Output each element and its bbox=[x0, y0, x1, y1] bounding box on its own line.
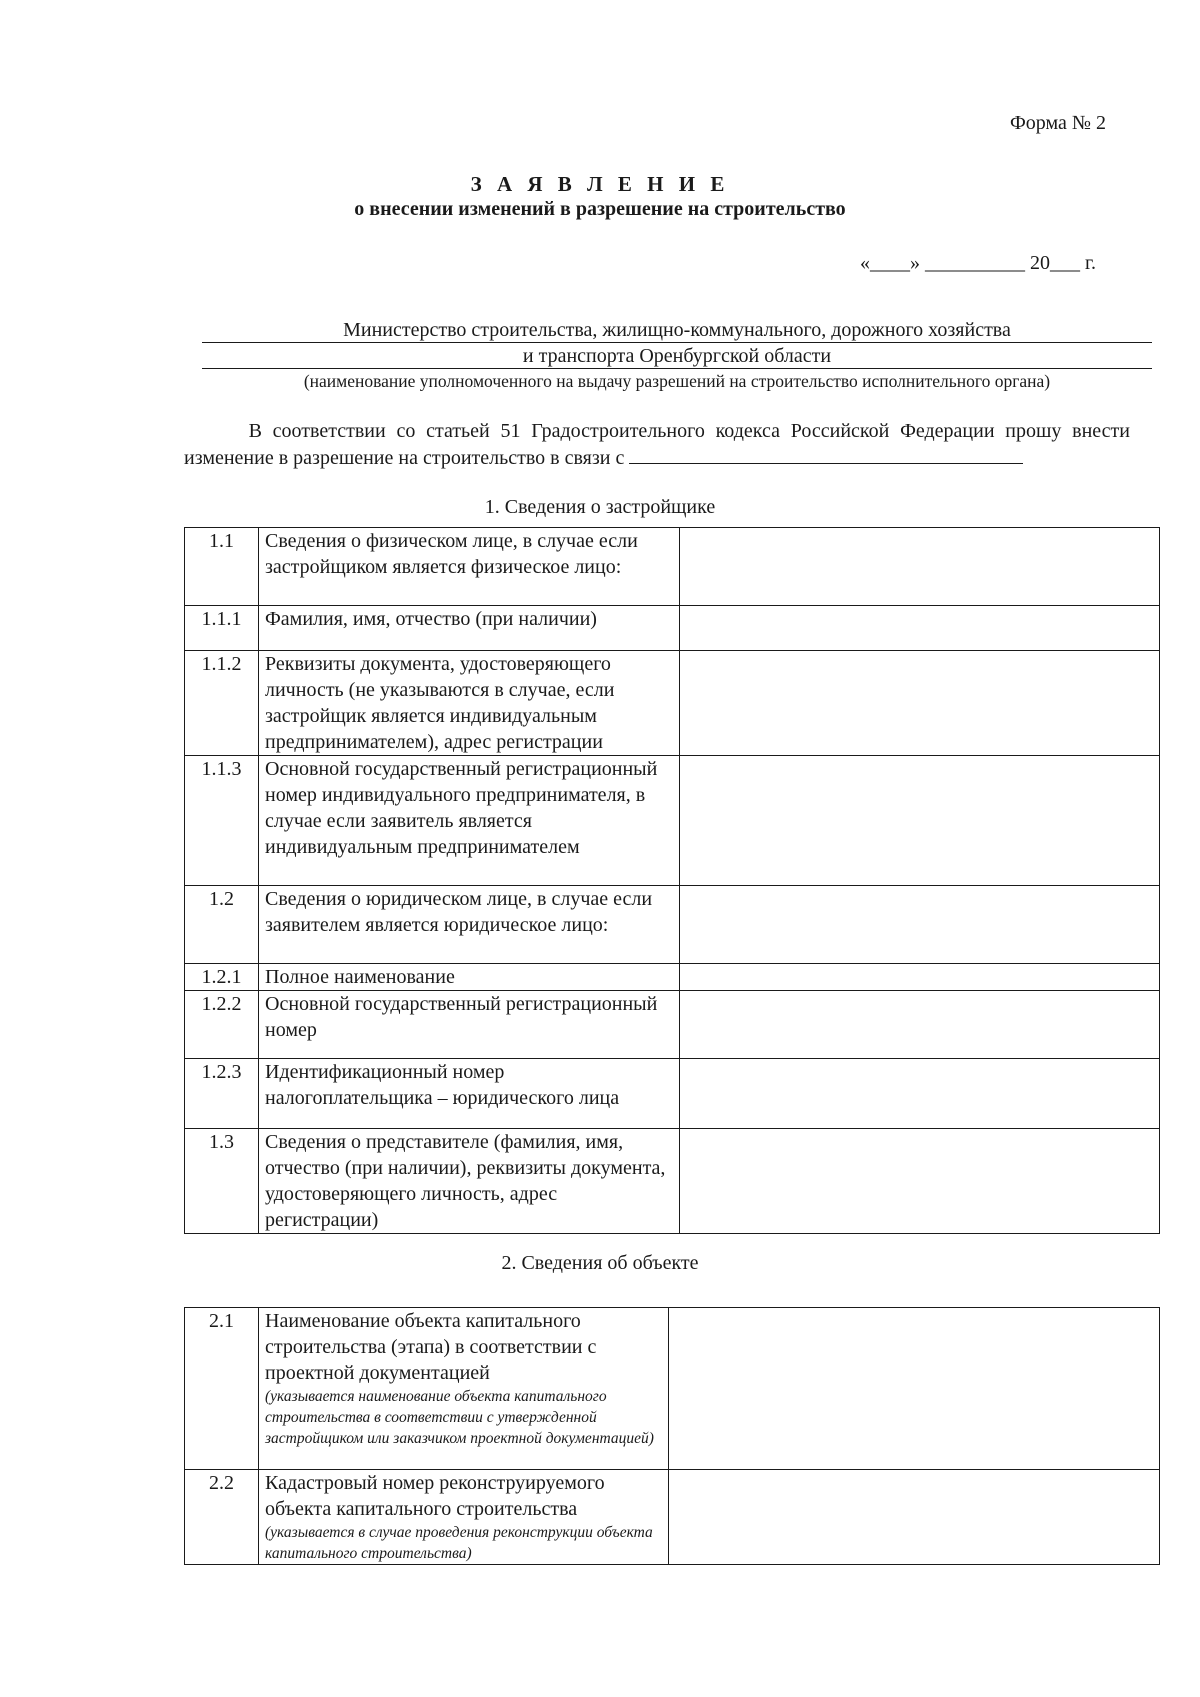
table-row bbox=[185, 1059, 1160, 1129]
table-row bbox=[185, 528, 1160, 606]
row-label: Сведения о представителе (фамилия, имя, отчество (при наличии), реквизиты документа, удостоверяющего личность, адрес регистрации) bbox=[259, 1129, 680, 1234]
row-number: 1.2.3 bbox=[185, 1059, 259, 1129]
row-label: Реквизиты документа, удостоверяющего личность (не указываются в случае, если застройщик является индивидуальным предпринимателем), адрес регистрации bbox=[259, 651, 680, 756]
table-row bbox=[185, 964, 1160, 991]
row-value-cell[interactable] bbox=[680, 606, 1160, 651]
row-label: Наименование объекта капитального строительства (этапа) в соответствии с проектной документацией bbox=[265, 1310, 597, 1384]
table-row bbox=[185, 1308, 1160, 1470]
date-line: «____» __________ 20___ г. bbox=[860, 252, 1096, 274]
row-value-cell[interactable] bbox=[680, 886, 1160, 964]
row-value-cell[interactable] bbox=[680, 528, 1160, 606]
row-label-cell bbox=[259, 1308, 669, 1470]
document-subtitle: о внесении изменений в разрешение на строительство bbox=[354, 198, 846, 220]
row-number: 1.1.2 bbox=[185, 651, 259, 756]
table-row bbox=[185, 1470, 1160, 1565]
object-info-table bbox=[184, 1307, 1160, 1565]
row-value-cell[interactable] bbox=[680, 991, 1160, 1059]
table-row bbox=[185, 991, 1160, 1059]
table-row bbox=[185, 886, 1160, 964]
row-note: (указывается наименование объекта капитального строительства в соответствии с утвержденной застройщиком или заказчиком проектной документацией) bbox=[265, 1388, 654, 1447]
row-label: Полное наименование bbox=[259, 964, 680, 991]
table-row bbox=[185, 756, 1160, 886]
row-label: Идентификационный номер налогоплательщика – юридического лица bbox=[259, 1059, 680, 1129]
row-number: 2.2 bbox=[185, 1470, 259, 1565]
authority-name-line-2: и транспорта Оренбургской области bbox=[202, 344, 1152, 369]
table-row bbox=[185, 606, 1160, 651]
section-1-title: 1. Сведения о застройщике bbox=[484, 496, 716, 518]
row-label: Кадастровый номер реконструируемого объекта капитального строительства bbox=[265, 1472, 605, 1520]
row-number: 1.3 bbox=[185, 1129, 259, 1234]
row-value-cell[interactable] bbox=[680, 651, 1160, 756]
form-number: Форма № 2 bbox=[1010, 112, 1106, 134]
developer-info-table bbox=[184, 527, 1160, 1234]
row-value-cell[interactable] bbox=[680, 756, 1160, 886]
row-value-cell[interactable] bbox=[680, 1129, 1160, 1234]
intro-text: В соответствии со статьей 51 Градостроительного кодекса Российской Федерации прошу внести изменение в разрешение на строительство в связи с bbox=[184, 420, 1130, 469]
row-number: 2.1 bbox=[185, 1308, 259, 1470]
reason-blank-field[interactable] bbox=[629, 445, 1023, 464]
table-row bbox=[185, 1129, 1160, 1234]
row-number: 1.1.1 bbox=[185, 606, 259, 651]
row-label: Основной государственный регистрационный номер индивидуального предпринимателя, в случае если заявитель является индивидуальным предпринимателем bbox=[259, 756, 680, 886]
row-value-cell[interactable] bbox=[680, 1059, 1160, 1129]
row-value-cell[interactable] bbox=[669, 1470, 1160, 1565]
row-label: Сведения о юридическом лице, в случае если заявителем является юридическое лицо: bbox=[259, 886, 680, 964]
table-row bbox=[185, 651, 1160, 756]
row-note: (указывается в случае проведения реконструкции объекта капитального строительства) bbox=[265, 1524, 653, 1562]
row-number: 1.1.3 bbox=[185, 756, 259, 886]
intro-paragraph bbox=[184, 418, 1130, 472]
row-number: 1.2.1 bbox=[185, 964, 259, 991]
row-number: 1.2.2 bbox=[185, 991, 259, 1059]
row-number: 1.1 bbox=[185, 528, 259, 606]
row-label: Фамилия, имя, отчество (при наличии) bbox=[259, 606, 680, 651]
section-2-title: 2. Сведения об объекте bbox=[501, 1252, 699, 1274]
authority-caption: (наименование уполномоченного на выдачу разрешений на строительство исполнительного органа) bbox=[303, 371, 1051, 391]
document-title: З А Я В Л Е Н И Е bbox=[470, 172, 730, 196]
row-number: 1.2 bbox=[185, 886, 259, 964]
row-label-cell bbox=[259, 1470, 669, 1565]
row-value-cell[interactable] bbox=[669, 1308, 1160, 1470]
authority-name-line-1: Министерство строительства, жилищно-коммунального, дорожного хозяйства bbox=[202, 318, 1152, 343]
row-label: Основной государственный регистрационный номер bbox=[259, 991, 680, 1059]
row-label: Сведения о физическом лице, в случае если застройщиком является физическое лицо: bbox=[259, 528, 680, 606]
row-value-cell[interactable] bbox=[680, 964, 1160, 991]
